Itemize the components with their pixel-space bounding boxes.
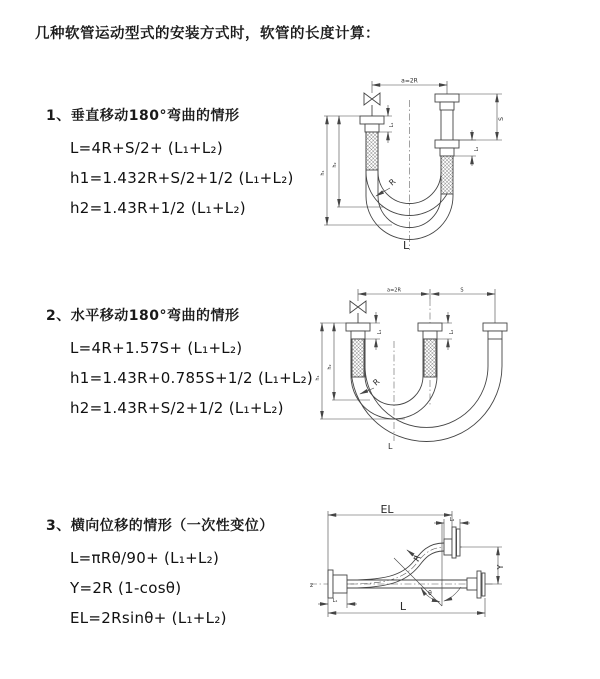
valve-icon [364,93,380,116]
formula-y: Y=2R (1-cosθ) [70,579,182,597]
flanges-and-braid [346,323,507,377]
diagram-horizontal-180-bend [310,281,595,467]
label-a2r: a=2R [387,287,401,294]
radius-callout [407,550,423,563]
label-h1: h₁ [320,170,326,176]
dimension-h1 [320,116,392,225]
dimension-a2r [372,78,447,95]
formula-h2: h2=1.43R+S/2+1/2 (L₁+L₂) [70,399,284,417]
label-a2r: a=2R [401,77,418,85]
formula-length: L=4R+1.57S+ (L₁+L₂) [70,339,243,357]
formula-length: L=πRθ/90+ (L₁+L₂) [70,549,220,567]
dimension-a2r-s [358,288,495,324]
label-s: S [498,117,505,121]
angle-construction [394,523,461,606]
dimension-l1-bottom [318,593,357,608]
section-2 [46,305,313,423]
formula-h2: h2=1.43R+1/2 (L₁+L₂) [70,199,246,217]
diagram-lateral-displacement [302,500,597,679]
formula-h1: h1=1.43R+0.785S+1/2 (L₁+L₂) [70,369,314,387]
page-title: 几种软管运动型式的安装方式时，软管的长度计算： [35,26,380,42]
formula-el: EL=2Rsinθ+ (L₁+L₂) [70,609,227,627]
label-l2: L₂ [449,517,455,523]
formula-length: L=4R+S/2+ (L₁+L₂) [70,139,224,157]
label-length: L [388,442,393,451]
label-length: L [399,600,407,613]
diagram-vertical-180-bend [312,72,597,268]
radius-callout [360,377,382,394]
section-3 [46,515,274,633]
dimension-el [328,503,452,570]
dimension-s [459,94,505,140]
label-l1: L₁ [332,598,338,604]
label-s: S [460,287,464,294]
straight-pipe [347,571,485,598]
label-theta: θ [428,590,432,597]
section-2-heading: 2、水平移动180°弯曲的情形 [46,308,240,324]
label-y: Y [496,564,505,570]
section-1 [46,105,294,223]
section-1-heading: 1、垂直移动180°弯曲的情形 [46,108,240,124]
label-el: EL [380,503,394,516]
label-r: R [411,553,423,563]
left-flange [328,570,347,598]
label-h2: h₂ [332,162,338,168]
label-l2: L₂ [474,146,480,152]
label-r: R [387,177,398,188]
label-l2: L₂ [449,329,455,335]
label-r: R [371,377,382,388]
formula-h1: h1=1.432R+S/2+1/2 (L₁+L₂) [70,169,294,187]
label-l1: L₁ [389,122,395,128]
label-h2: h₂ [327,364,333,370]
valve-icon [350,301,366,323]
label-h1: h₁ [315,375,321,381]
section-3-heading: 3、横向位移的情形（一次性变位） [46,518,274,534]
datum-mark: z [310,582,314,589]
upper-flange [444,527,460,558]
label-length: L [403,239,410,252]
label-l1: L₁ [377,329,383,335]
